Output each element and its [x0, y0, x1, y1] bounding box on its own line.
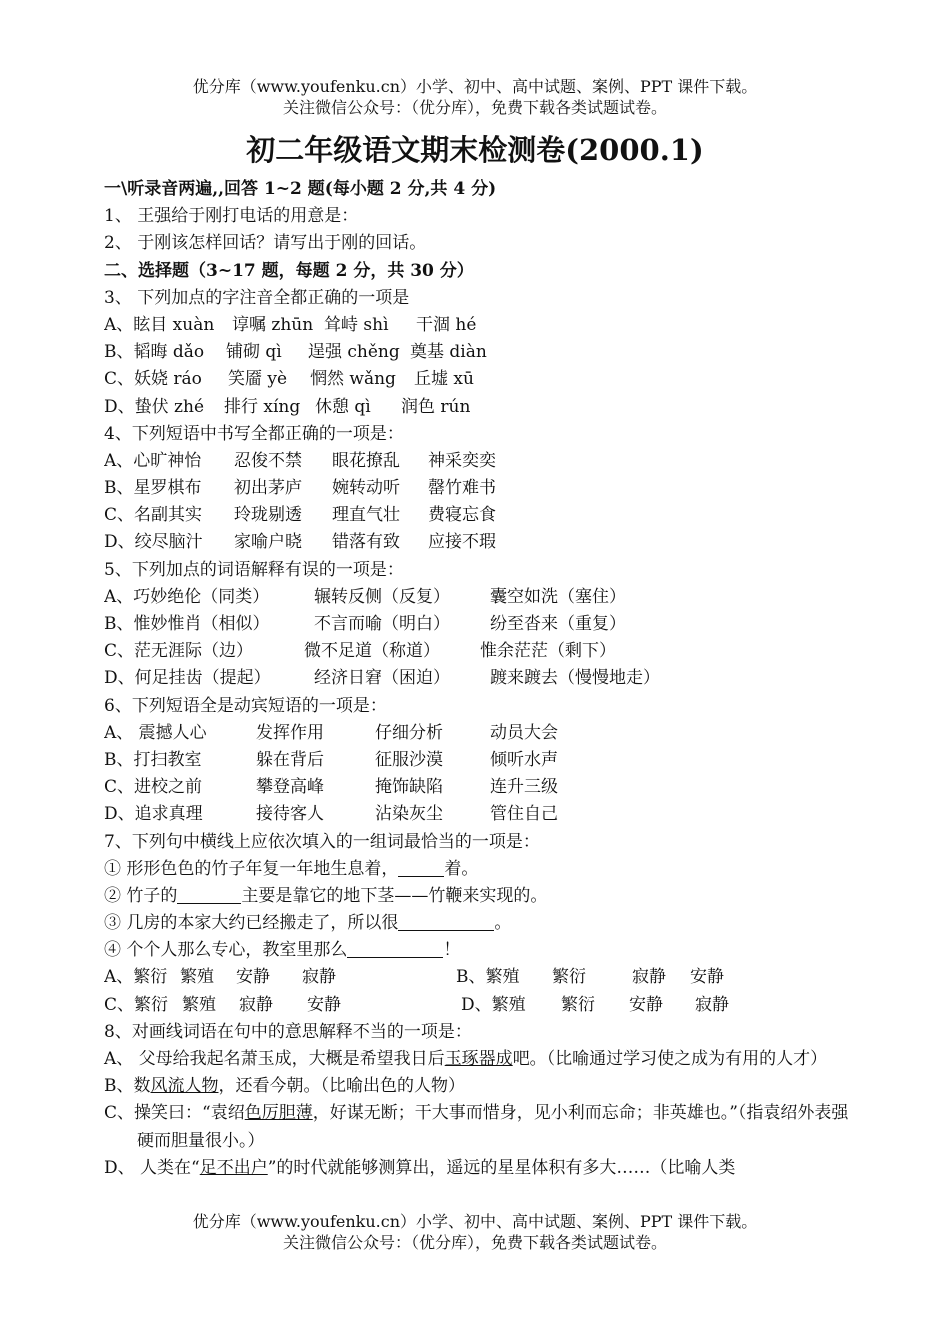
option-text: ，还看今朝。（比喻出色的人物） [218, 1076, 465, 1097]
option-item: 管住自己 [490, 804, 558, 825]
question-4-option-b [104, 475, 854, 502]
section-1-heading: 一\听录音两遍,,回答 1~2 题(每小题 2 分,共 4 分) [104, 179, 497, 199]
question-2: 2、 于刚该怎样回话？请写出于刚的回话。 [104, 233, 427, 254]
header-line-2: 关注微信公众号：（优分库），免费下载各类试题试卷。 [282, 98, 667, 117]
question-4-option-c [104, 502, 854, 529]
option-item: 安静 [236, 967, 270, 988]
option-item: 接待客人 [256, 804, 324, 825]
option-text: A、 父母给我起名萧玉成，大概是希望我日后 [104, 1049, 445, 1069]
underlined-term: 色厉胆薄 [244, 1103, 313, 1124]
question-6-option-a [104, 720, 854, 747]
option-item: 掩饰缺陷 [375, 777, 443, 798]
option-item: C、名副其实 [104, 505, 203, 526]
option-item: 躲在背后 [256, 749, 324, 770]
option-item: 笑靥 yè [228, 369, 288, 390]
option-item: 不言而喻（明白） [314, 614, 450, 634]
question-5-stem: 5、下列加点的词语解释有误的一项是： [104, 559, 404, 580]
question-8-option-b [104, 1073, 854, 1100]
option-item: 逞强 chěng [308, 342, 400, 363]
option-item: 攀登高峰 [256, 777, 324, 798]
option-item: 征服沙漠 [375, 749, 443, 770]
option-item: 惘然 wǎng [310, 369, 396, 390]
option-item: 丘墟 xū [414, 369, 474, 390]
option-item: 寂静 [239, 994, 273, 1015]
option-item: 谆嘱 zhūn [232, 314, 314, 335]
option-item: 眼花撩乱 [332, 450, 400, 471]
question-6-option-c [104, 774, 854, 801]
option-item: 寂静 [302, 967, 336, 988]
option-item: A、繁衍 [104, 967, 168, 988]
option-item: 繁殖 [182, 994, 216, 1015]
option-item: 沾染灰尘 [375, 804, 443, 825]
option-item: 初出茅庐 [234, 478, 302, 499]
option-item: 安静 [629, 994, 663, 1015]
option-item: A、 震撼人心 [104, 722, 207, 743]
option-item: D、绞尽脑汁 [104, 532, 203, 553]
option-item: 润色 rún [401, 396, 471, 417]
option-item: 倾听水声 [490, 749, 558, 770]
option-item: 耸峙 shì [324, 314, 389, 335]
option-item: 应接不瑕 [428, 532, 496, 553]
option-text: D、 人类在“ [104, 1157, 200, 1178]
question-3-option-d [104, 394, 854, 421]
fill-blank-4[interactable] [347, 939, 443, 958]
option-item: 囊空如洗（塞住） [490, 586, 626, 607]
option-item: 纷至沓来（重复） [490, 614, 626, 634]
option-item: C、进校之前 [104, 777, 203, 798]
option-item: B、繁殖 [456, 967, 520, 988]
option-text: 吧。（比喻通过学习使之成为有用的人才） [512, 1049, 828, 1069]
question-7-options-cd [104, 992, 854, 1019]
option-item: A、巧妙绝伦（同类） [104, 586, 270, 607]
option-item: C、繁衍 [104, 994, 169, 1015]
option-item: 惟余茫茫（剩下） [480, 641, 616, 662]
option-item: A、心旷神怡 [104, 450, 202, 471]
option-item: 罄竹难书 [428, 478, 496, 499]
option-item: 奠基 diàn [410, 342, 487, 363]
question-7-sentence-1 [104, 856, 854, 883]
question-8-stem: 8、对画线词语在句中的意思解释不当的一项是： [104, 1021, 472, 1042]
option-item: B、打扫教室 [104, 749, 202, 770]
header-line-1: 优分库（www.youfenku.cn）小学、初中、高中试题、案例、PPT 课件下载。 [192, 77, 758, 96]
option-item: 安静 [690, 967, 724, 988]
page-title: 初二年级语文期末检测卷(2000.1) [246, 133, 704, 167]
sentence-text: ④ 个个人那么专心，教室里那么 [104, 940, 348, 961]
question-6-option-b [104, 747, 854, 774]
option-item: 踱来踱去（慢慢地走） [490, 668, 660, 689]
option-item: 家喻户晓 [234, 532, 302, 553]
option-item: D、何足挂齿（提起） [104, 668, 271, 689]
fill-blank-2[interactable] [177, 885, 241, 904]
option-text: B、数 [104, 1076, 151, 1097]
underlined-term: 足不出户 [199, 1157, 268, 1178]
fill-blank-1[interactable] [398, 858, 444, 877]
sentence-text: ③ 几房的本家大约已经搬走了，所以很 [104, 913, 399, 934]
question-5-option-b [104, 611, 854, 638]
option-item: D、繁殖 [461, 994, 526, 1015]
question-8-option-c [104, 1100, 854, 1154]
option-item: 理直气壮 [332, 505, 400, 526]
option-item: 安静 [307, 994, 341, 1015]
option-item: 错落有致 [332, 532, 400, 553]
option-item: 排行 xíng [224, 396, 301, 417]
option-item: 费寝忘食 [428, 505, 496, 526]
question-5-option-a [104, 584, 854, 611]
option-item: 繁衍 [552, 967, 586, 988]
question-3-stem: 3、 下列加点的字注音全都正确的一项是 [104, 287, 410, 308]
sentence-text: 着。 [444, 858, 479, 879]
fill-blank-3[interactable] [398, 912, 494, 931]
option-item: 辗转反侧（反复） [314, 586, 450, 607]
option-item: 连升三级 [490, 777, 558, 798]
question-4-option-a [104, 448, 854, 475]
question-5-option-d [104, 665, 854, 692]
option-item: 动员大会 [490, 722, 558, 743]
sentence-text: ② 竹子的 [104, 885, 178, 906]
question-3-option-c [104, 366, 854, 393]
option-text: ”的时代就能够测算出，遥远的星星体积有多大……（比喻人类 [267, 1157, 736, 1178]
question-7-stem: 7、下列句中横线上应依次填入的一组词最恰当的一项是： [104, 831, 540, 852]
option-item: B、星罗棋布 [104, 478, 202, 499]
question-7-sentence-3 [104, 910, 854, 937]
question-7-sentence-2 [104, 883, 854, 910]
question-8-option-a [104, 1046, 854, 1073]
footer-line-1: 优分库（www.youfenku.cn）小学、初中、高中试题、案例、PPT 课件下载。 [192, 1212, 758, 1231]
option-item: 干涸 hé [416, 314, 477, 335]
option-item: 发挥作用 [256, 722, 324, 743]
underlined-term: 风流人物 [150, 1076, 219, 1097]
option-item: B、惟妙惟肖（相似） [104, 614, 270, 634]
question-4-stem: 4、下列短语中书写全都正确的一项是： [104, 423, 404, 444]
option-item: 休憩 qì [315, 396, 371, 417]
sentence-text: ① 形形色色的竹子年复一年地生息着， [104, 858, 399, 879]
option-item: 寂静 [695, 994, 729, 1015]
option-item: C、茫无涯际（边） [104, 641, 254, 662]
option-item: D、蛰伏 zhé [104, 396, 204, 417]
question-4-option-d [104, 529, 854, 556]
option-text: ，好谋无断；干大事而惜身，见小利而忘命；非英雄也。”（指袁绍外表强硬而胆量很小。） [137, 1103, 849, 1151]
footer-line-2: 关注微信公众号：（优分库），免费下载各类试题试卷。 [282, 1233, 667, 1252]
option-item: B、韬晦 dǎo [104, 342, 205, 363]
underlined-term: 玉琢器成 [444, 1049, 513, 1069]
option-item: 神采奕奕 [428, 450, 496, 471]
question-7-sentence-4 [104, 937, 854, 964]
option-item: A、眩目 xuàn [104, 314, 215, 335]
option-item: 经济日窘（困迫） [314, 668, 450, 689]
option-text: C、操笑曰：“袁绍 [104, 1103, 245, 1124]
option-item: 铺砌 qì [226, 342, 282, 363]
option-item: 婉转动听 [332, 478, 400, 499]
option-item: 微不足道（称道） [304, 641, 440, 662]
section-2-heading: 二、选择题（3~17 题，每题 2 分，共 30 分） [104, 260, 474, 281]
option-item: 忍俊不禁 [234, 450, 302, 471]
question-3-option-a [104, 312, 854, 339]
question-6-stem: 6、下列短语全是动宾短语的一项是： [104, 695, 387, 716]
question-3-option-b [104, 339, 854, 366]
question-5-option-c [104, 638, 854, 665]
option-item: D、追求真理 [104, 804, 203, 825]
option-item: 仔细分析 [375, 722, 443, 743]
question-1: 1、 王强给于刚打电话的用意是： [104, 206, 359, 227]
question-6-option-d [104, 801, 854, 828]
option-item: 繁殖 [180, 967, 214, 988]
option-item: C、妖娆 ráo [104, 369, 202, 390]
sentence-text: 。 [494, 913, 512, 934]
option-item: 繁衍 [561, 994, 595, 1015]
question-8-option-d [104, 1155, 854, 1182]
option-item: 玲珑剔透 [234, 505, 302, 526]
exam-content [104, 176, 854, 1182]
option-item: 寂静 [632, 967, 666, 988]
sentence-text: ！ [443, 940, 461, 961]
sentence-text: 主要是靠它的地下茎——竹鞭来实现的。 [241, 885, 548, 906]
question-7-options-ab [104, 964, 854, 991]
